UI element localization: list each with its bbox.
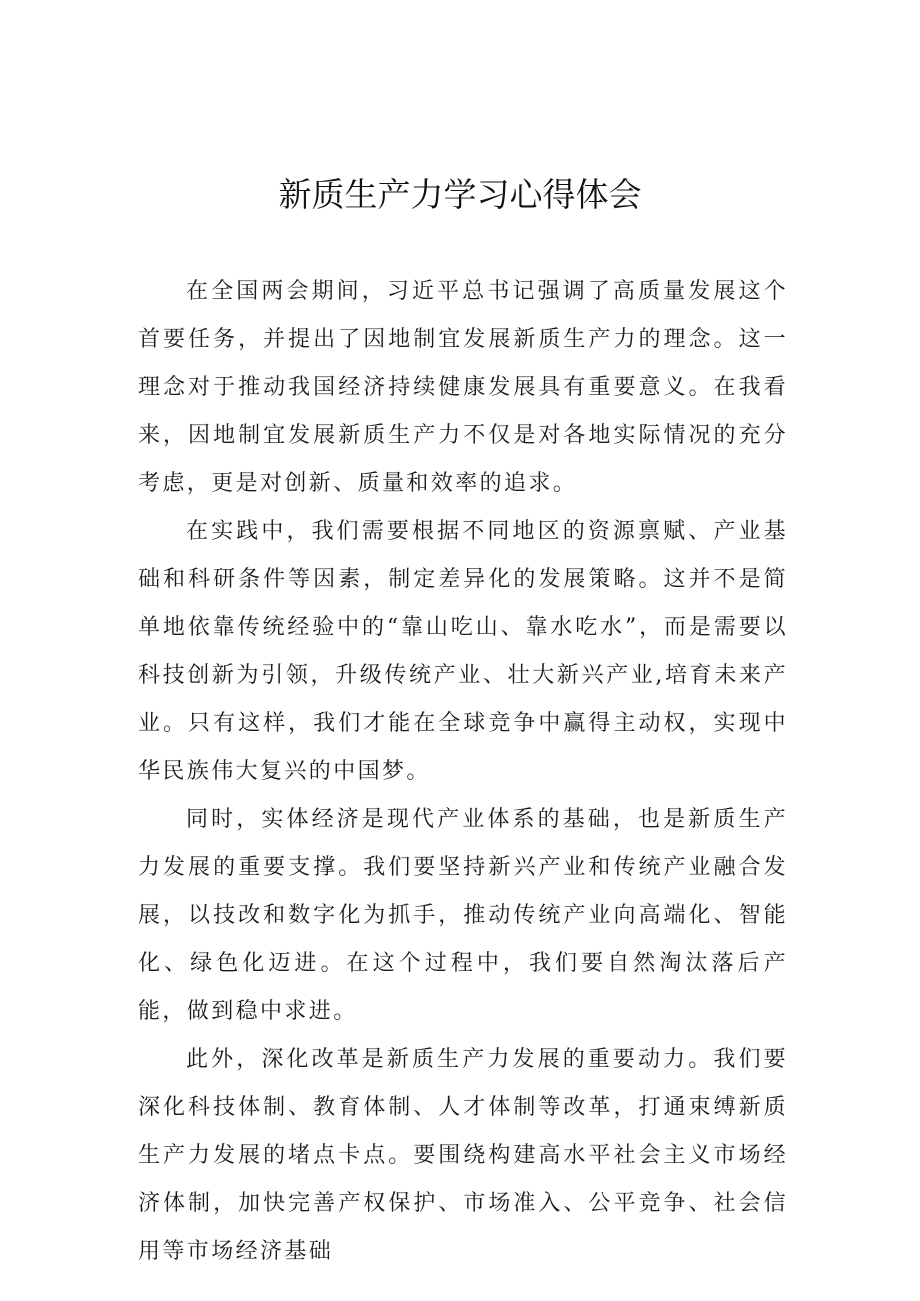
paragraph-4: 此外，深化改革是新质生产力发展的重要动力。我们要深化科技体制、教育体制、人才体制等改革，打通束缚新质生产力发展的堵点卡点。要围绕构建高水平社会主义市场经济体制，加快完善产权保护、市场准入、公平竞争、社会信用等市场经济基础 — [138, 1047, 788, 1264]
paragraph-2: 在实践中，我们需要根据不同地区的资源禀赋、产业基础和科研条件等因素，制定差异化的发展策略。这并不是简单地依靠传统经验中的“靠山吃山、靠水吃水”，而是需要以科技创新为引领，升级传统产业、壮大新兴产业,培育未来产业。只有这样，我们才能在全球竞争中赢得主动权，实现中华民族伟大复兴的中国梦。 — [138, 519, 788, 784]
paragraph-1: 在全国两会期间，习近平总书记强调了高质量发展这个首要任务，并提出了因地制宜发展新质生产力的理念。这一理念对于推动我国经济持续健康发展具有重要意义。在我看来，因地制宜发展新质生产力不仅是对各地实际情况的充分考虑，更是对创新、质量和效率的追求。 — [138, 279, 788, 496]
paragraph-3: 同时，实体经济是现代产业体系的基础，也是新质生产力发展的重要支撑。我们要坚持新兴产业和传统产业融合发展，以技改和数字化为抓手，推动传统产业向高端化、智能化、绿色化迈进。在这个过程中，我们要自然淘汰落后产能，做到稳中求进。 — [138, 807, 788, 1024]
document-body — [138, 268, 788, 1276]
document-title: 新质生产力学习心得体会 — [278, 175, 642, 214]
